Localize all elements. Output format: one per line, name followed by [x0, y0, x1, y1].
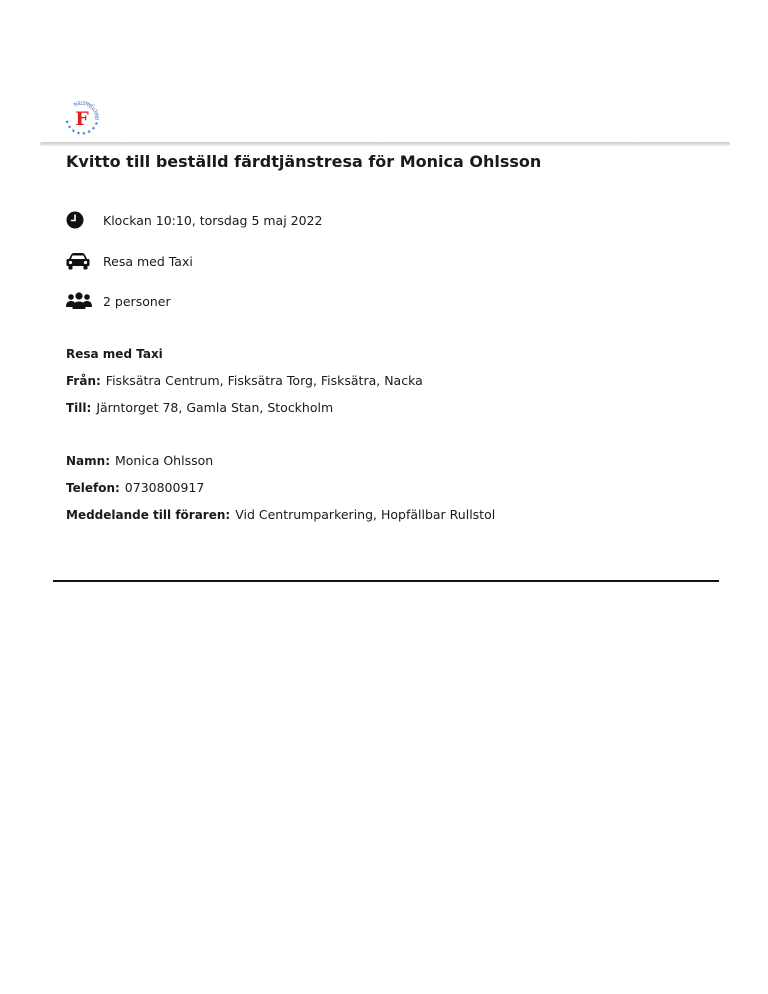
name-field [66, 452, 213, 470]
vehicle-row [66, 249, 193, 273]
footer-divider [53, 580, 719, 582]
from-field [66, 372, 423, 390]
persons-text: 2 personer [103, 293, 171, 309]
driver-message-field [66, 506, 495, 524]
from-value: Fisksätra Centrum, Fisksätra Torg, Fisksätra, Nacka [105, 373, 423, 388]
trip-time-text: Klockan 10:10, torsdag 5 maj 2022 [103, 212, 323, 228]
persons-row [66, 289, 171, 313]
trip-heading: Resa med Taxi [66, 347, 163, 361]
car-icon [66, 249, 96, 273]
users-icon [66, 289, 96, 313]
logo-seal [59, 95, 105, 141]
from-label: Från: [66, 374, 101, 388]
svg-text:★ ★ ★ ★ ★ ★ ★ ★ FÄRDTJÄNSTEN: ★ ★ ★ ★ ★ ★ ★ ★ FÄRDTJÄNSTEN [63, 98, 102, 138]
name-value: Monica Ohlsson [115, 453, 214, 468]
svg-text:F: F [75, 108, 89, 130]
phone-label: Telefon: [66, 481, 120, 495]
page-title: Kvitto till beställd färdtjänstresa för Monica Ohlsson [66, 152, 542, 171]
vehicle-text: Resa med Taxi [103, 253, 193, 269]
driver-message-value: Vid Centrumparkering, Hopfällbar Rullstol [235, 507, 496, 522]
fardtjansten-logo [59, 95, 105, 141]
name-label: Namn: [66, 454, 110, 468]
to-value: Järntorget 78, Gamla Stan, Stockholm [96, 400, 334, 415]
to-label: Till: [66, 401, 92, 415]
phone-value: 0730800917 [124, 480, 205, 495]
clock-icon [66, 208, 96, 232]
to-field [66, 399, 333, 417]
header-divider [40, 142, 730, 146]
trip-time-row [66, 208, 322, 232]
driver-message-label: Meddelande till föraren: [66, 508, 231, 522]
phone-field [66, 479, 204, 497]
